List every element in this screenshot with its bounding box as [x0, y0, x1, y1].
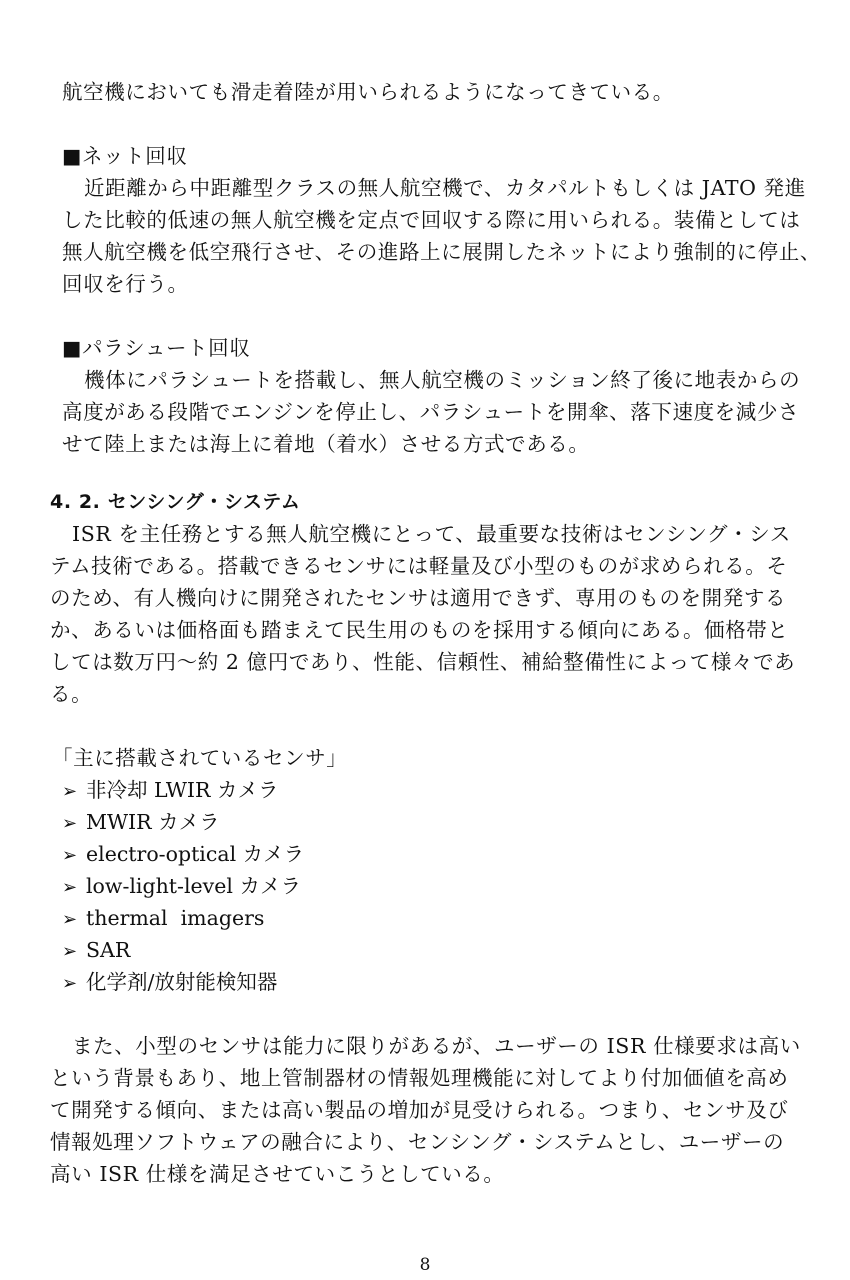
- sensor-list-item-label: SAR: [86, 938, 131, 962]
- sensor-list-item-label: MWIR カメラ: [86, 810, 220, 834]
- net-recovery-line: 無人航空機を低空飛行させ、その進路上に展開したネットにより強制的に停止、: [62, 240, 821, 264]
- sensor-list-item-label: electro-optical カメラ: [86, 842, 305, 866]
- arrow-bullet-icon: ➢: [62, 813, 78, 834]
- sensor-list-item-label: 化学剤/放射能検知器: [86, 970, 278, 994]
- section-paragraph-line: しては数万円〜約 2 億円であり、性能、信頼性、補給整備性によって様々であ: [50, 650, 796, 674]
- sensor-list-item: [62, 936, 130, 966]
- arrow-bullet-icon: ➢: [62, 909, 78, 930]
- closing-paragraph-line: 高い ISR 仕様を満足させていこうとしている。: [50, 1162, 505, 1186]
- closing-paragraph-line: て開発する傾向、または高い製品の増加が見受けられる。つまり、センサ及び: [50, 1098, 789, 1122]
- arrow-bullet-icon: ➢: [62, 973, 78, 994]
- net-recovery-line: 回収を行う。: [62, 272, 189, 296]
- section-paragraph-line: ISR を主任務とする無人航空機にとって、最重要な技術はセンシング・シス: [72, 522, 791, 546]
- sensor-list-heading: 「主に搭載されているセンサ」: [52, 746, 348, 770]
- section-paragraph-line: テム技術である。搭載できるセンサには軽量及び小型のものが求められる。そ: [50, 554, 788, 578]
- section-paragraph-line: のため、有人機向けに開発されたセンサは適用できず、専用のものを開発する: [50, 586, 787, 610]
- section-paragraph-line: か、あるいは価格面も踏まえて民生用のものを採用する傾向にある。価格帯と: [50, 618, 789, 642]
- net-recovery-heading: ■ネット回収: [62, 144, 188, 168]
- sensor-list-item-label: thermal imagers: [86, 906, 265, 930]
- arrow-bullet-icon: ➢: [62, 845, 78, 866]
- section-paragraph-line: る。: [50, 682, 93, 706]
- closing-paragraph-line: また、小型のセンサは能力に限りがあるが、ユーザーの ISR 仕様要求は高い: [72, 1034, 801, 1058]
- arrow-bullet-icon: ➢: [62, 941, 78, 962]
- sensor-list-item: [62, 904, 264, 934]
- net-recovery-line: した比較的低速の無人航空機を定点で回収する際に用いられる。装備としては: [62, 208, 801, 232]
- parachute-recovery-line: せて陸上または海上に着地（着水）させる方式である。: [62, 432, 590, 456]
- sensor-list-item: [62, 968, 277, 998]
- arrow-bullet-icon: ➢: [62, 877, 78, 898]
- arrow-bullet-icon: ➢: [62, 781, 78, 802]
- sensor-list-item-label: 非冷却 LWIR カメラ: [86, 778, 279, 802]
- sensor-list-item: [62, 808, 220, 838]
- intro-tail-line: 航空機においても滑走着陸が用いられるようになってきている。: [62, 80, 674, 104]
- sensor-list-item: [62, 840, 304, 870]
- parachute-recovery-line: 高度がある段階でエンジンを停止し、パラシュートを開傘、落下速度を減少さ: [62, 400, 800, 424]
- section-heading: 4. 2. センシング・システム: [50, 491, 301, 513]
- net-recovery-line: 近距離から中距離型クラスの無人航空機で、カタパルトもしくは JATO 発進: [84, 176, 806, 200]
- page-number: 8: [419, 1255, 431, 1275]
- closing-paragraph-line: という背景もあり、地上管制器材の情報処理機能に対してより付加価値を高め: [50, 1066, 789, 1090]
- closing-paragraph-line: 情報処理ソフトウェアの融合により、センシング・システムとし、ユーザーの: [50, 1130, 785, 1154]
- parachute-recovery-heading: ■パラシュート回収: [62, 336, 251, 360]
- parachute-recovery-line: 機体にパラシュートを搭載し、無人航空機のミッション終了後に地表からの: [84, 368, 801, 392]
- sensor-list-item: [62, 776, 278, 806]
- sensor-list-item-label: low-light-level カメラ: [86, 874, 301, 898]
- sensor-list-item: [62, 872, 301, 902]
